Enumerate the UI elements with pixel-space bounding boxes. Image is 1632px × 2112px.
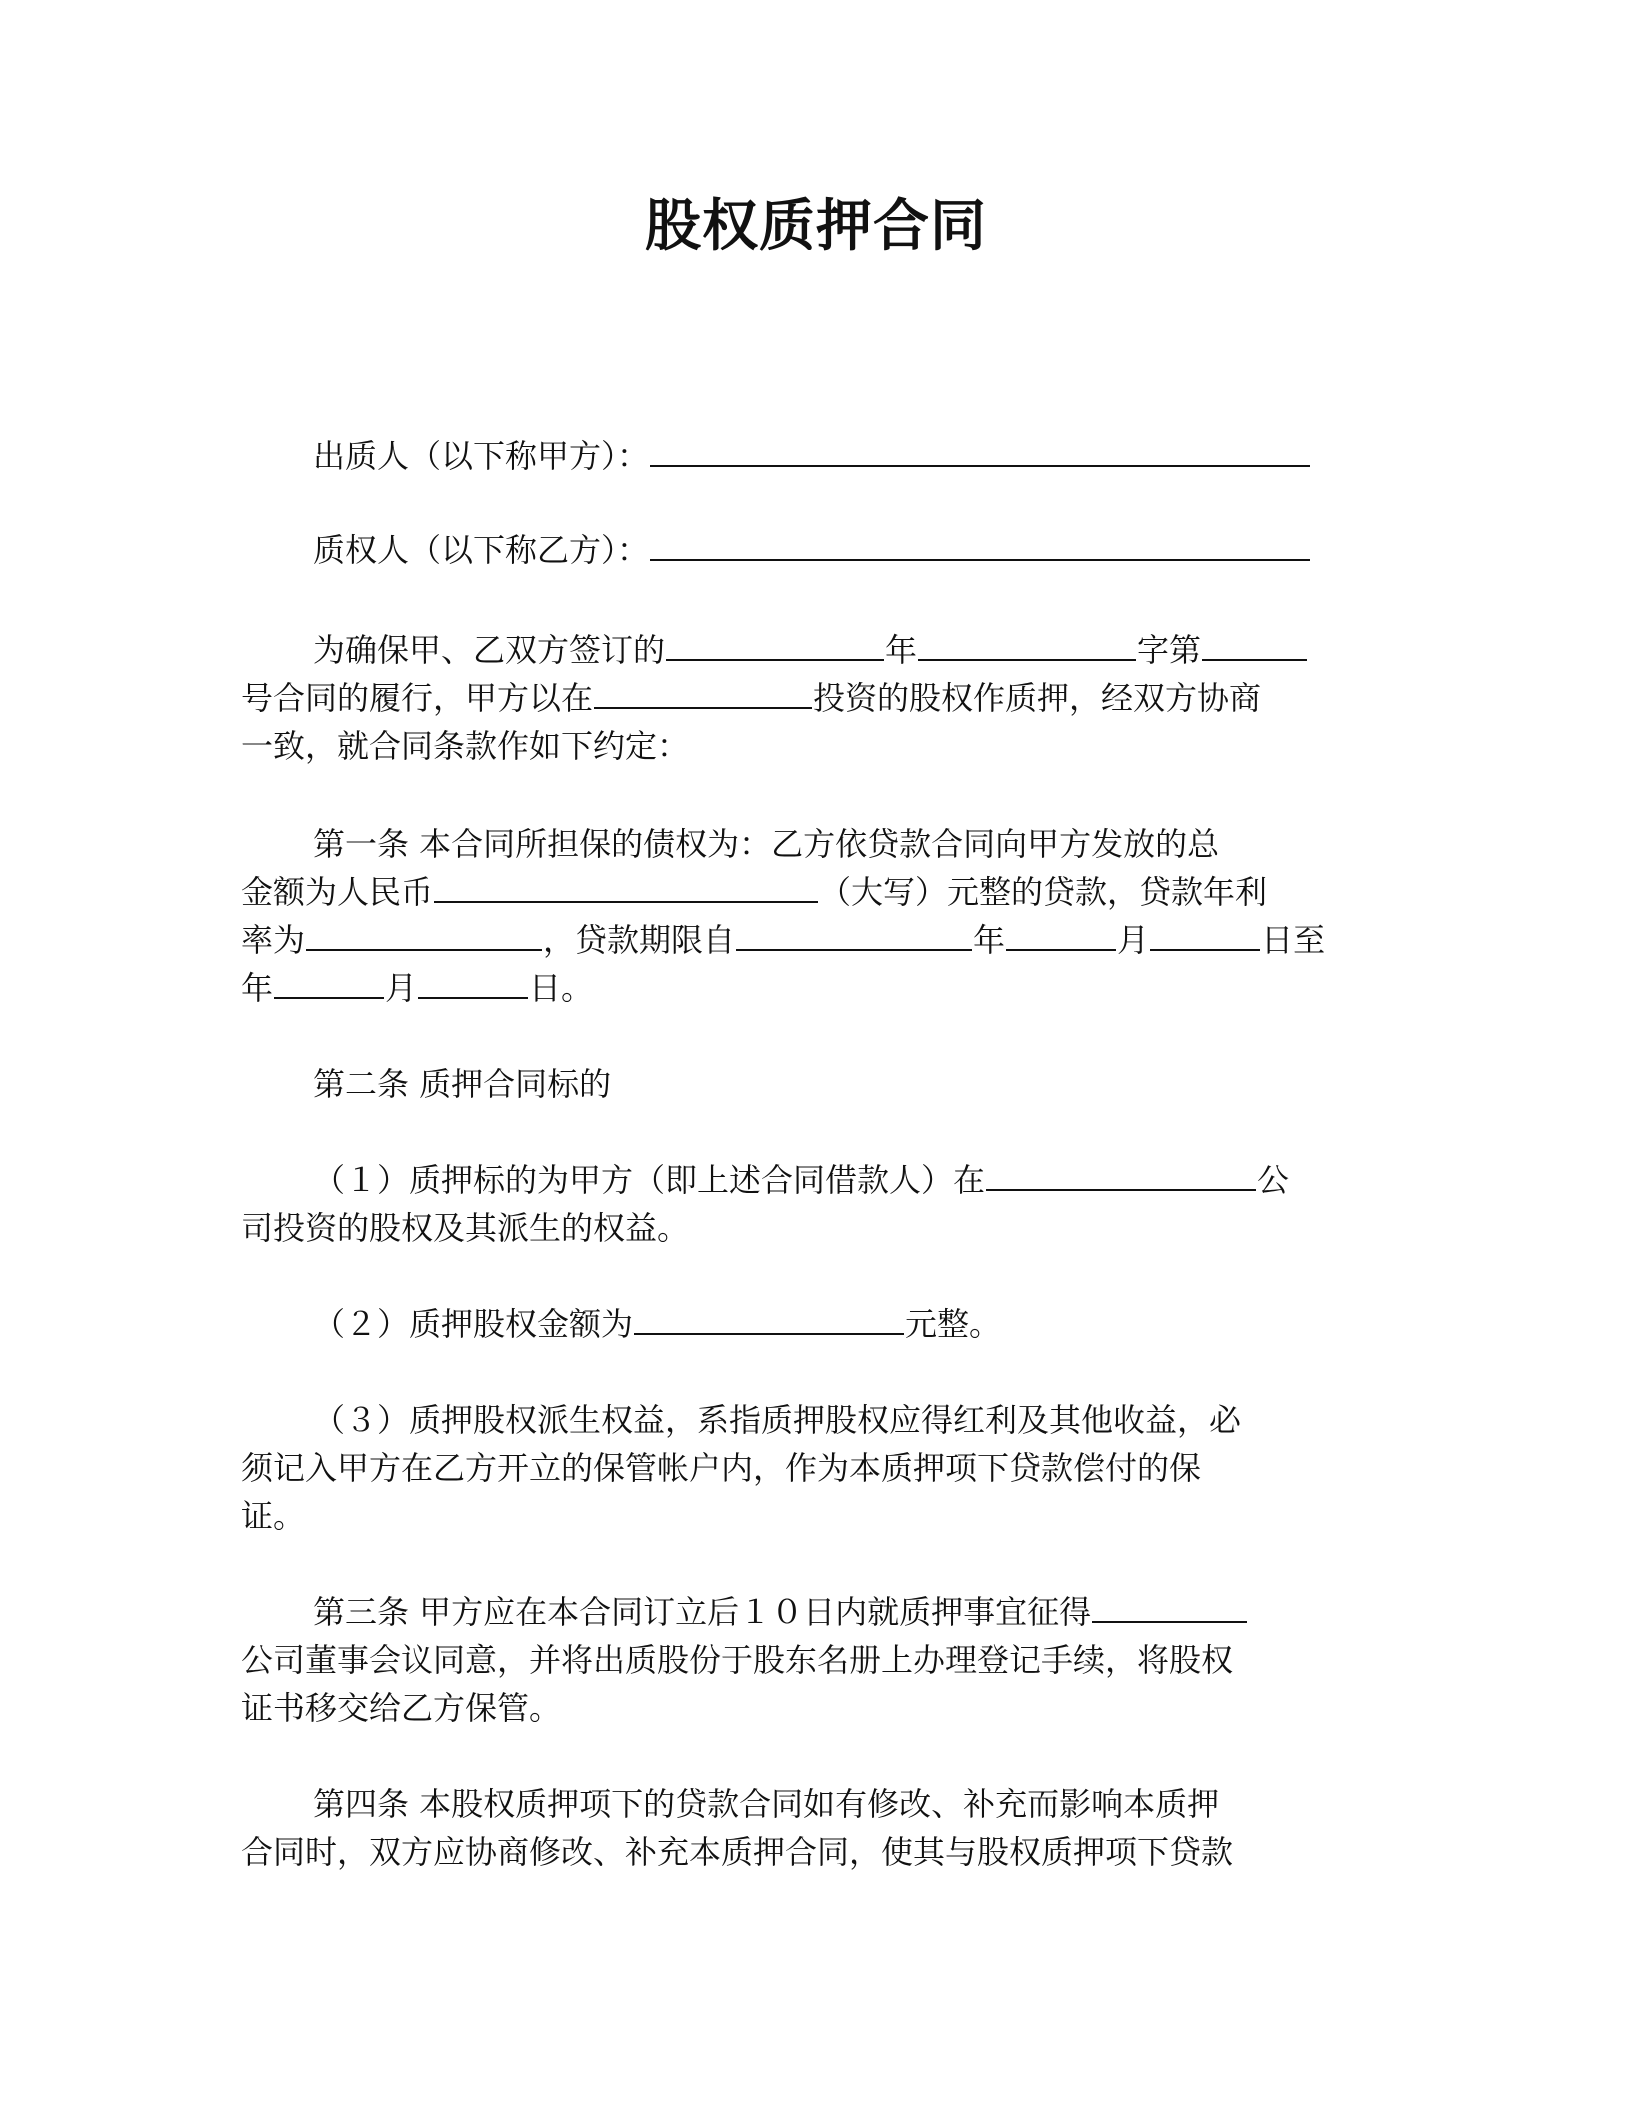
article2-text: （２）质押股权金额为 <box>313 1305 634 1343</box>
start-month-blank[interactable] <box>1006 917 1116 951</box>
contract-party-blank[interactable] <box>666 627 884 661</box>
article1-line-1: 第一条 本合同所担保的债权为：乙方依贷款合同向甲方发放的总 <box>313 825 1220 863</box>
article1-text: 月 <box>1117 921 1150 959</box>
article1-line-3 <box>241 916 1381 964</box>
pledgor-blank[interactable] <box>650 433 1310 467</box>
article1-text: 月 <box>385 969 418 1007</box>
article2-item1-line-2: 司投资的股权及其派生的权益。 <box>241 1209 690 1247</box>
article2-item3-line-2: 须记入甲方在乙方开立的保管帐户内，作为本质押项下贷款偿付的保 <box>241 1449 1202 1487</box>
preamble-number-text: 字第 <box>1137 631 1202 669</box>
pledgee-label: 质权人（以下称乙方）： <box>313 531 650 569</box>
article4-line-1: 第四条 本股权质押项下的贷款合同如有修改、补充而影响本质押 <box>313 1785 1220 1823</box>
article2-item3-line-3: 证。 <box>241 1497 306 1535</box>
pledged-equity-amount-blank[interactable] <box>634 1301 904 1335</box>
article2-text: （１）质押标的为甲方（即上述合同借款人）在 <box>313 1161 986 1199</box>
preamble-line-2 <box>241 674 1381 722</box>
article2-item3-line-1: （３）质押股权派生权益，系指质押股权应得红利及其他收益，必 <box>313 1401 1242 1439</box>
article1-text: 年 <box>241 969 274 1007</box>
article1-text: 日。 <box>529 969 594 1007</box>
article1-line-4 <box>241 964 1381 1012</box>
article1-text: （大写）元整的贷款，贷款年利 <box>819 873 1268 911</box>
interest-rate-blank[interactable] <box>306 917 542 951</box>
document-title: 股权质押合同 <box>645 194 987 259</box>
preamble-line-3: 一致，就合同条款作如下约定： <box>241 727 690 765</box>
pledgor-line <box>313 432 1381 480</box>
preamble-text: 号合同的履行，甲方以在 <box>241 679 594 717</box>
article2-text: 公 <box>1257 1161 1290 1199</box>
article1-text: 率为 <box>241 921 306 959</box>
article3-text: 第三条 甲方应在本合同订立后１０日内就质押事宜征得 <box>313 1593 1092 1631</box>
article1-text: 年 <box>973 921 1006 959</box>
article4-line-2: 合同时，双方应协商修改、补充本质押合同，使其与股权质押项下贷款 <box>241 1833 1234 1871</box>
board-company-blank[interactable] <box>1092 1589 1247 1623</box>
article2-heading: 第二条 质押合同标的 <box>313 1065 612 1103</box>
article1-text: 金额为人民币 <box>241 873 434 911</box>
preamble-year-text: 年 <box>885 631 918 669</box>
contract-year-blank[interactable] <box>918 627 1136 661</box>
article1-text: ，贷款期限自 <box>543 921 736 959</box>
pledgee-line <box>313 526 1381 574</box>
article3-line-1 <box>313 1588 1381 1636</box>
end-day-blank[interactable] <box>418 965 528 999</box>
start-year-blank[interactable] <box>736 917 972 951</box>
article3-line-2: 公司董事会议同意，并将出质股份于股东名册上办理登记手续，将股权 <box>241 1641 1234 1679</box>
pledged-company-blank[interactable] <box>986 1157 1256 1191</box>
pledgor-label: 出质人（以下称甲方）： <box>313 437 650 475</box>
preamble-text: 为确保甲、乙双方签订的 <box>313 631 666 669</box>
contract-number-blank[interactable] <box>1202 627 1307 661</box>
article2-text: 元整。 <box>905 1305 1002 1343</box>
end-month-blank[interactable] <box>274 965 384 999</box>
loan-amount-blank[interactable] <box>434 869 818 903</box>
pledgee-blank[interactable] <box>650 527 1310 561</box>
article1-text: 日至 <box>1261 921 1326 959</box>
preamble-text: 投资的股权作质押，经双方协商 <box>813 679 1262 717</box>
article2-item2-line <box>313 1300 1381 1348</box>
start-day-blank[interactable] <box>1150 917 1260 951</box>
preamble-line-1 <box>313 626 1381 674</box>
article1-line-2 <box>241 868 1381 916</box>
invested-company-blank[interactable] <box>594 675 812 709</box>
article3-line-3: 证书移交给乙方保管。 <box>241 1689 562 1727</box>
article2-item1-line-1 <box>313 1156 1381 1204</box>
